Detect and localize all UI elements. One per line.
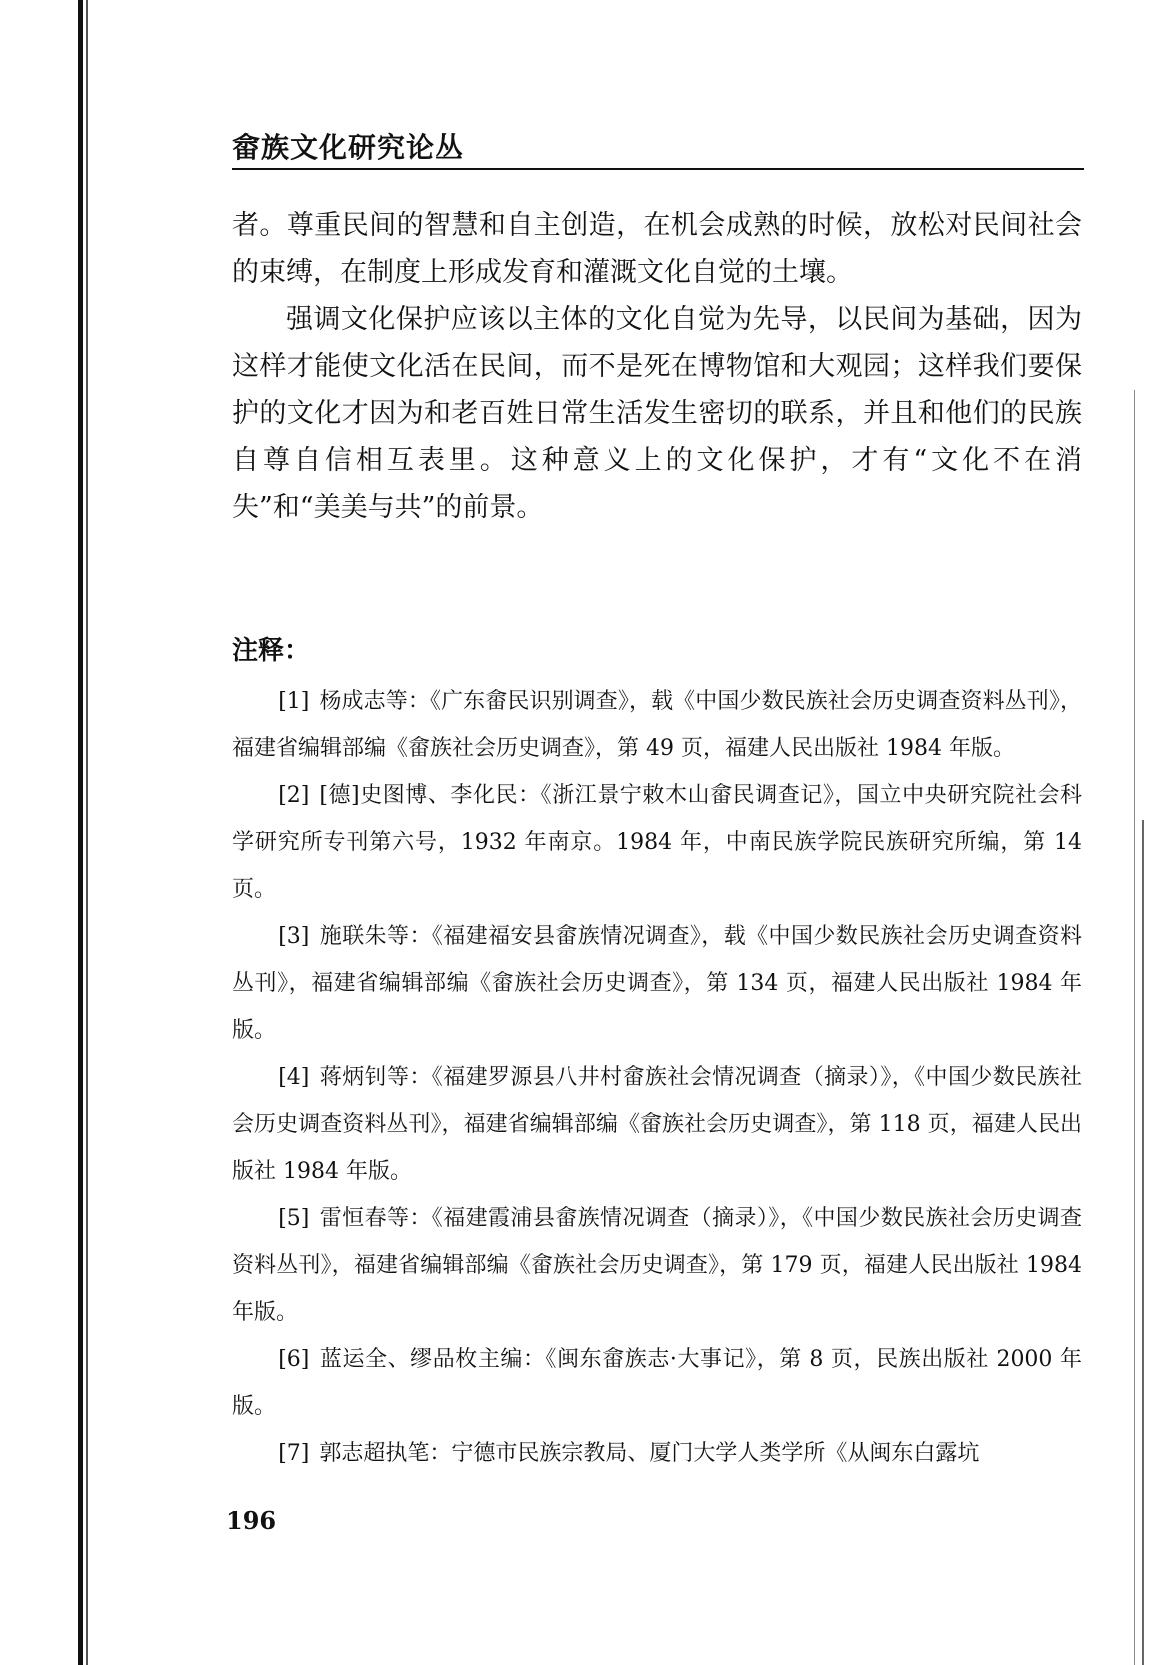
body-paragraph: 强调文化保护应该以主体的文化自觉为先导，以民间为基础，因为这样才能使文化活在民间，而不是死在博物馆和大观园；这样我们要保护的文化才因为和老百姓日常生活发生密切的联系，并且和他们的民族自尊自信相互表里。这种意义上的文化保护，才有“文化不在消失”和“美美与共”的前景。 [232, 304, 1082, 523]
page-number: 196 [226, 1506, 277, 1535]
note-number: [5] [278, 1206, 310, 1231]
note-number: [4] [278, 1065, 310, 1090]
running-header [232, 124, 1084, 170]
note-item [232, 913, 1082, 1054]
main-body [232, 202, 1082, 531]
note-number: [1] [278, 689, 310, 714]
note-text: 蒋炳钊等：《福建罗源县八井村畲族社会情况调查（摘录）》，《中国少数民族社会历史调查资料丛刊》，福建省编辑部编《畲族社会历史调查》，第 118 页，福建人民出版社 1984 年版。 [232, 1065, 1082, 1184]
note-text: 蓝运全、缪品枚主编：《闽东畲族志·大事记》，第 8 页，民族出版社 2000 年版。 [232, 1347, 1082, 1419]
notes-list [232, 678, 1082, 1477]
notes-heading: 注释： [232, 636, 311, 666]
note-text: [德]史图博、李化民：《浙江景宁敕木山畲民调查记》，国立中央研究院社会科学研究所专刊第六号，1932 年南京。1984 年，中南民族学院民族研究所编，第 14 页。 [232, 783, 1082, 902]
note-item [232, 1430, 1082, 1477]
scan-binding-shadow [86, 0, 88, 1665]
note-item [232, 1054, 1082, 1195]
note-item [232, 772, 1082, 913]
note-item [232, 678, 1082, 772]
note-number: [3] [278, 924, 310, 949]
book-title: 畲族文化研究论丛 [232, 131, 465, 164]
note-number: [2] [278, 783, 310, 808]
scan-right-edge-outer [1142, 820, 1144, 1665]
note-number: [6] [278, 1347, 310, 1372]
body-paragraph-continued: 者。尊重民间的智慧和自主创造，在机会成熟的时候，放松对民间社会的束缚，在制度上形成发育和灌溉文化自觉的土壤。 [232, 210, 1082, 288]
scan-right-edge [1134, 390, 1135, 1665]
note-text: 杨成志等：《广东畲民识别调查》，载《中国少数民族社会历史调查资料丛刊》，福建省编辑部编《畲族社会历史调查》，第 49 页，福建人民出版社 1984 年版。 [232, 689, 1082, 761]
note-item [232, 1195, 1082, 1336]
note-text: 郭志超执笔：宁德市民族宗教局、厦门大学人类学所《从闽东白露坑 [319, 1441, 980, 1466]
note-item [232, 1336, 1082, 1430]
scan-binding-edge [78, 0, 83, 1665]
note-text: 施联朱等：《福建福安县畲族情况调查》，载《中国少数民族社会历史调查资料丛刊》，福建省编辑部编《畲族社会历史调查》，第 134 页，福建人民出版社 1984 年版。 [232, 924, 1082, 1043]
note-number: [7] [278, 1441, 310, 1466]
note-text: 雷恒春等：《福建霞浦县畲族情况调查（摘录）》，《中国少数民族社会历史调查资料丛刊》，福建省编辑部编《畲族社会历史调查》，第 179 页，福建人民出版社 1984 年版。 [232, 1206, 1082, 1325]
